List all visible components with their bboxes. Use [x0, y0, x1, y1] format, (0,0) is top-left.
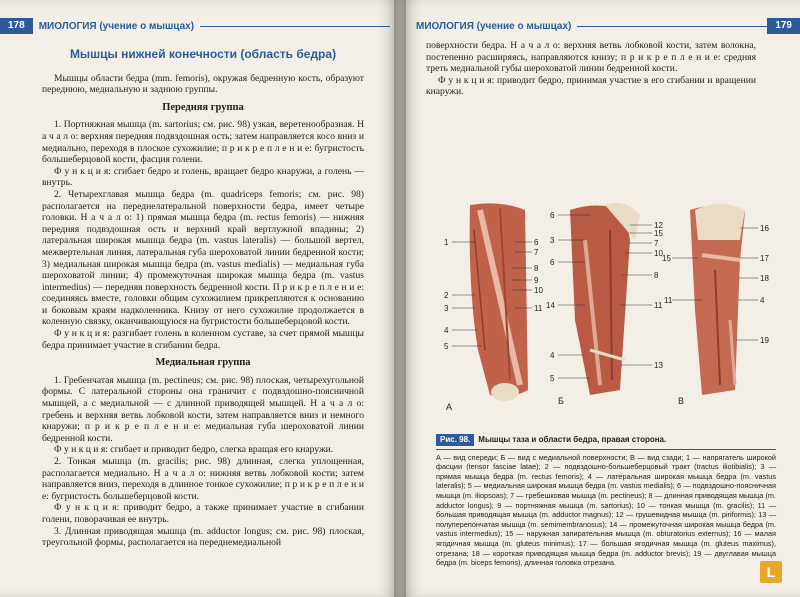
right-page-header	[410, 18, 800, 34]
panel-label: В	[678, 396, 685, 406]
paragraph: 3. Длинная приводящая мышца (m. adductor longus; см. рис. 98) плоская, треугольной формы, располагается на переднемедиальной	[42, 525, 364, 549]
label-number: 6	[550, 211, 555, 220]
label-number: 9	[534, 276, 539, 285]
paragraph: Ф у н к ц и я: приводит бедро, принимая участие в его сгибании и вращении кнаружи.	[426, 74, 756, 98]
header-rule	[577, 26, 767, 27]
caption-body: А — вид спереди; Б — вид с медиальной поверхности; В — вид сзади; 1 — напрягатель широкой фасции (tensor fasciae latae); 2 — подвздошно-большеберцовый тракт (tractus iliotibialis); 3 — прямая мышца бедра (m. rectus femoris); 4 — латеральная широкая мышца бедра (m. vastus lateralis); 5 — медиальная широкая мышца бедра (m. vastus medialis); 6 — подвздошно-поясничная мышца (m. iliopsoas); 7 — гребешковая мышца (m. pectineus); 8 — длинная приводящая мышца (m. adductor longus); 9 — портняжная мышца (m. sartorius); 10 — тонкая мышца (m. gracilis); 11 — большая приводящая мышца (m. adductor magnus); 12 — грушевидная мышца (m. piriformis); 13 — полуперепончатая мышца (m. semimembranosus); 14 — промежуточная широкая мышца бедра (m. vastus intermedius); 15 — наружная запирательная мышца (m. obturatorius externus); 16 — малая ягодичная мышца (m. gluteus minimus); 17 — большая ягодичная мышца (m. gluteus maximus), отрезана; 18 — короткая приводящая мышца бедра (m. adductor brevis); 19 — двуглавая мышца бедра (m. biceps femoris), длинная головка отрезана.	[436, 452, 776, 568]
label-number: 6	[550, 258, 555, 267]
label-number: 6	[534, 238, 539, 247]
label-number: 3	[444, 304, 449, 313]
paragraph: 1. Портняжная мышца (m. sartorius; см. рис. 98) узкая, веретенообразная. Н а ч а л о: верхняя передняя подвздошная ость; затем направляется косо вниз и медиально, переходя в плоское сухожилие; п р и к р е п л е н и е: бугристость большеберцовой кости, фасция голени.	[42, 119, 364, 166]
anatomy-figure	[440, 200, 770, 430]
page-number: 178	[0, 18, 33, 34]
caption-rule	[436, 449, 776, 450]
figure-caption	[436, 434, 776, 568]
label-number: 10	[534, 286, 543, 295]
paragraph: 1. Гребенчатая мышца (m. pectineus; см. рис. 98) плоская, четырехугольной формы. С латеральной стороны она граничит с подвздошно-поясничной мышцей, а с медиальной — с длинной приводящей мышцей. Н а ч а л о: гребень и верхняя ветвь лобковой кости, затем направляется вниз и немного кнаружи; п р и к р е п л е н и е: медиальная губа шероховатой линии бедренной кости.	[42, 374, 364, 444]
left-page-header	[0, 18, 390, 34]
panel-c-thigh	[690, 204, 745, 395]
label-number: 11	[664, 296, 673, 305]
panel-b-thigh	[570, 203, 640, 395]
label-number: 3	[550, 236, 555, 245]
medial-group-title: Медиальная группа	[155, 357, 251, 369]
caption-title-row	[436, 434, 776, 446]
label-number: 10	[654, 249, 663, 258]
label-number: 18	[760, 274, 769, 283]
paragraph: поверхности бедра. Н а ч а л о: верхняя ветвь лобковой кости, затем волокна, постепенно расширяясь, направляются книзу; п р и к р е п л е н и е: средняя треть медиальной губы шероховатой линии бедренной кости.	[426, 40, 756, 75]
thigh-muscles-illustration	[440, 200, 770, 430]
label-number: 12	[654, 221, 663, 230]
label-number: 14	[546, 301, 555, 310]
label-number: 5	[444, 342, 449, 351]
label-number: 19	[760, 336, 769, 345]
running-title: МИОЛОГИЯ (учение о мышцах)	[416, 20, 572, 32]
label-number: 7	[654, 239, 659, 248]
label-number: 4	[444, 326, 449, 335]
label-number: 17	[760, 254, 769, 263]
paragraph: 2. Четырехглавая мышца бедра (m. quadriceps femoris; см. рис. 98) располагается на переднелатеральной поверхности бедра, имеет четыре головки. Н а ч а л о: 1) прямая мышца бедра (m. rectus femoris) — нижняя передняя подвздошная ость и верхний край вертлужной впадины; 2) латеральная широкая мышца бедра (m. vastus lateralis) — большой вертел, межвертельная линия, латеральная губа шероховатой линии бедренной кости; 3) медиальная широкая мышца бедра (m. vastus medialis) — медиальная губа шероховатой линии; 4) промежуточная широкая мышца бедра (m. vastus intermedius) — передняя поверхность бедренной кости. П р и к р е п л е н и е: соединяясь вместе, головки общим сухожилием прикрепляются к основанию и боковым краям надколенника. Книзу от него сухожилие продолжается в коленную связку, оканчивающуюся на бугристости большеберцовой кости.	[42, 188, 364, 328]
label-number: 11	[654, 301, 663, 310]
running-title: МИОЛОГИЯ (учение о мышцах)	[38, 20, 195, 32]
paragraph: Ф у н к ц и я: сгибает бедро и голень, вращает бедро кнаружи, а голень — внутрь.	[42, 165, 364, 189]
label-number: 15	[654, 229, 663, 238]
label-number: 16	[760, 224, 769, 233]
label-number: 1	[444, 238, 449, 247]
book-spine	[394, 0, 406, 597]
label-number: 5	[550, 374, 555, 383]
intro-paragraph: Мышцы области бедра (mm. femoris), окружая бедренную кость, образуют переднюю, медиальную и заднюю группы.	[42, 72, 364, 96]
label-number: 15	[662, 254, 671, 263]
label-number: 8	[654, 271, 659, 280]
caption-title: Мышцы таза и области бедра, правая сторона.	[478, 435, 667, 444]
right-page	[400, 0, 800, 597]
section-title: Мышцы нижней конечности (область бедра)	[69, 47, 337, 61]
paragraph: 2. Тонкая мышца (m. gracilis; рис. 98) длинная, слегка уплощенная, располагается медиально. Н а ч а л о: нижняя ветвь лобковой кости; затем направляется вниз, переходя в длинное тонкое сухожилие; п р и к р е п л е н и е: бугристость большеберцовой кости.	[42, 456, 364, 502]
panel-label: А	[446, 402, 453, 412]
panel-a-thigh	[470, 203, 528, 401]
front-group-title: Передняя группа	[162, 101, 244, 113]
figure-number: Рис. 98.	[436, 434, 474, 446]
label-number: 8	[534, 264, 539, 273]
label-number: 13	[654, 361, 663, 370]
label-number: 11	[534, 304, 543, 313]
left-page-text	[42, 45, 364, 549]
label-number: 4	[550, 351, 555, 360]
label-number: 2	[444, 291, 449, 300]
header-rule	[200, 26, 390, 27]
panel-labels	[446, 396, 684, 412]
paragraph: Ф у н к ц и я: сгибает и приводит бедро, слегка вращая его кнаружи.	[54, 444, 334, 456]
panel-label: Б	[558, 396, 564, 406]
paragraph: Ф у н к ц и я: приводит бедро, а также принимает участие в сгибании голени, поворачивая ее внутрь.	[42, 502, 364, 525]
label-number: 4	[760, 296, 765, 305]
paragraph: Ф у н к ц и я: разгибает голень в коленном суставе, за счет прямой мышцы бедра принимает участие в сгибании бедра.	[42, 328, 364, 351]
watermark-logo-icon: L	[760, 561, 782, 583]
right-page-text	[426, 40, 756, 98]
label-number: 7	[534, 248, 539, 257]
page-number: 179	[767, 18, 800, 34]
